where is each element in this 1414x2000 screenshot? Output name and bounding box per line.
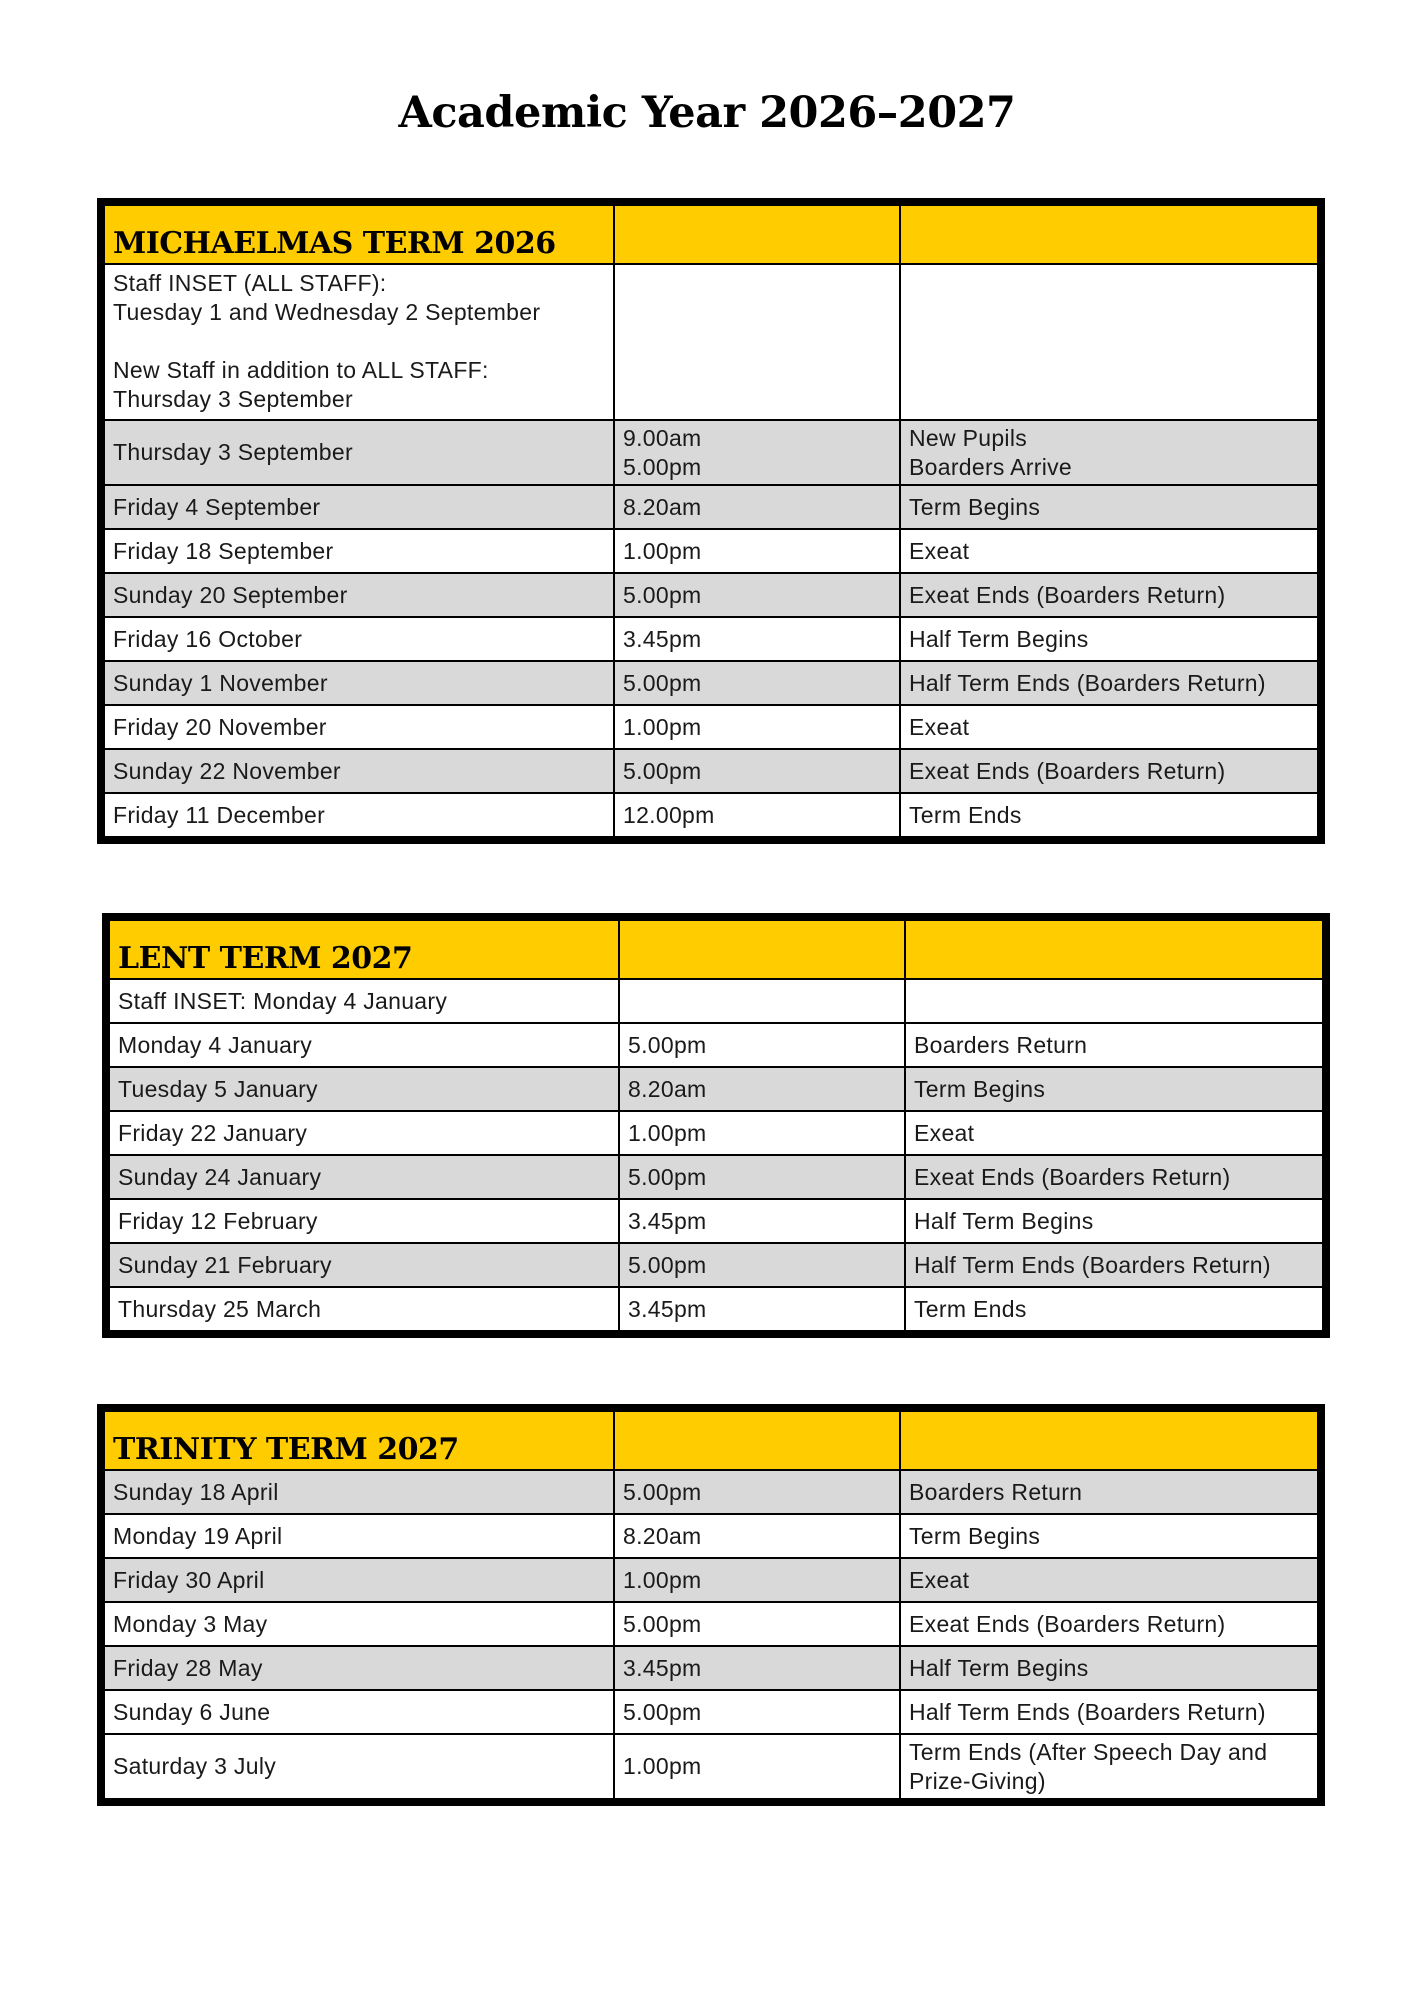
date-cell: Sunday 24 January [109,1155,619,1199]
trinity-term-table [97,1404,1325,1806]
date-cell: Thursday 25 March [109,1287,619,1331]
time-cell: 1.00pm [614,1734,900,1799]
header-empty-cell [900,205,1318,264]
time-cell: 8.20am [619,1067,905,1111]
event-cell: Term Ends [900,793,1318,837]
time-cell: 5.00pm [614,1470,900,1514]
date-cell: Saturday 3 July [104,1734,614,1799]
event-cell [900,420,1318,485]
event-line: Prize-Giving) [909,1767,1046,1794]
event-cell: Exeat [900,529,1318,573]
table-row [109,1287,1323,1331]
header-empty-cell [614,1411,900,1470]
event-cell: Half Term Ends (Boarders Return) [900,661,1318,705]
date-cell: Sunday 20 September [104,573,614,617]
time-line: 9.00am [623,424,702,451]
date-cell: Friday 20 November [104,705,614,749]
date-cell: Friday 30 April [104,1558,614,1602]
time-cell: 5.00pm [614,661,900,705]
event-cell: Exeat Ends (Boarders Return) [900,1602,1318,1646]
term-header-row [109,920,1323,979]
table-row [104,529,1318,573]
event-cell: Exeat [900,1558,1318,1602]
time-cell: 3.45pm [614,1646,900,1690]
table-row [104,661,1318,705]
header-empty-cell [900,1411,1318,1470]
inset-line: Tuesday 1 and Wednesday 2 September [113,299,541,325]
michaelmas-term-table [97,198,1325,844]
table-row [104,1470,1318,1514]
table-row [104,1690,1318,1734]
empty-cell [905,979,1323,1023]
event-cell: Half Term Ends (Boarders Return) [905,1243,1323,1287]
table-row [109,1111,1323,1155]
term-heading-cell [104,205,614,264]
date-cell: Monday 4 January [109,1023,619,1067]
date-cell: Friday 11 December [104,793,614,837]
event-cell: Half Term Ends (Boarders Return) [900,1690,1318,1734]
staff-inset-row [104,264,1318,420]
event-cell: Boarders Return [905,1023,1323,1067]
date-cell: Tuesday 5 January [109,1067,619,1111]
empty-cell [900,264,1318,420]
empty-cell [619,979,905,1023]
table-row [104,749,1318,793]
inset-line: Staff INSET (ALL STAFF): [113,270,387,296]
header-empty-cell [905,920,1323,979]
table-row [109,1067,1323,1111]
time-cell: 12.00pm [614,793,900,837]
event-cell: Half Term Begins [905,1199,1323,1243]
table-row [104,705,1318,749]
time-line: 5.00pm [623,453,702,480]
table-row [104,793,1318,837]
table-row [104,420,1318,485]
lent-term-table [102,913,1330,1338]
date-cell: Friday 18 September [104,529,614,573]
table-row [104,1734,1318,1799]
header-empty-cell [614,205,900,264]
staff-inset-row [109,979,1323,1023]
table-row [104,573,1318,617]
event-line: Term Ends (After Speech Day and [909,1738,1268,1765]
date-cell: Monday 19 April [104,1514,614,1558]
date-cell: Friday 16 October [104,617,614,661]
date-cell: Sunday 21 February [109,1243,619,1287]
term-heading: TRINITY TERM 2027 [113,1432,459,1467]
term-header-row [104,1411,1318,1470]
date-cell: Monday 3 May [104,1602,614,1646]
time-cell: 5.00pm [619,1243,905,1287]
inset-line: Thursday 3 September [113,386,353,412]
table-row [104,617,1318,661]
table-row [109,1199,1323,1243]
term-heading: LENT TERM 2027 [118,941,413,976]
time-cell: 5.00pm [619,1155,905,1199]
table-row [109,1155,1323,1199]
date-cell: Friday 28 May [104,1646,614,1690]
date-cell: Sunday 18 April [104,1470,614,1514]
event-cell: Half Term Begins [900,1646,1318,1690]
event-cell: Exeat [900,705,1318,749]
date-cell: Sunday 1 November [104,661,614,705]
table-row [104,1558,1318,1602]
event-line: New Pupils [909,424,1028,451]
time-cell: 8.20am [614,1514,900,1558]
time-cell: 1.00pm [619,1111,905,1155]
staff-inset-cell: Staff INSET: Monday 4 January [109,979,619,1023]
event-cell: Term Begins [900,1514,1318,1558]
event-cell: Exeat [905,1111,1323,1155]
page-title: Academic Year 2026–2027 [398,88,1016,138]
inset-line: New Staff in addition to ALL STAFF: [113,357,489,383]
event-cell: Exeat Ends (Boarders Return) [905,1155,1323,1199]
event-cell: Term Begins [905,1067,1323,1111]
time-cell: 5.00pm [614,749,900,793]
time-cell: 8.20am [614,485,900,529]
event-cell: Term Begins [900,485,1318,529]
time-cell: 5.00pm [614,573,900,617]
header-empty-cell [619,920,905,979]
staff-inset-cell [104,264,614,420]
time-cell: 3.45pm [619,1287,905,1331]
term-heading-cell [109,920,619,979]
event-cell: Exeat Ends (Boarders Return) [900,573,1318,617]
table-row [104,1514,1318,1558]
event-cell: Exeat Ends (Boarders Return) [900,749,1318,793]
event-cell: Half Term Begins [900,617,1318,661]
time-cell: 1.00pm [614,705,900,749]
event-line: Boarders Arrive [909,453,1073,480]
time-cell: 5.00pm [614,1602,900,1646]
table-row [104,1646,1318,1690]
event-cell: Term Ends [905,1287,1323,1331]
event-cell [900,1734,1318,1799]
term-header-row [104,205,1318,264]
date-cell: Sunday 6 June [104,1690,614,1734]
table-row [109,1243,1323,1287]
time-cell: 5.00pm [619,1023,905,1067]
empty-cell [614,264,900,420]
time-cell: 1.00pm [614,529,900,573]
term-heading: MICHAELMAS TERM 2026 [113,226,556,261]
time-cell: 5.00pm [614,1690,900,1734]
date-cell: Thursday 3 September [104,420,614,485]
time-cell: 3.45pm [619,1199,905,1243]
time-cell: 3.45pm [614,617,900,661]
time-cell: 1.00pm [614,1558,900,1602]
table-row [104,1602,1318,1646]
table-row [109,1023,1323,1067]
date-cell: Friday 22 January [109,1111,619,1155]
term-heading-cell [104,1411,614,1470]
date-cell: Friday 12 February [109,1199,619,1243]
date-cell: Friday 4 September [104,485,614,529]
time-cell [614,420,900,485]
table-row [104,485,1318,529]
date-cell: Sunday 22 November [104,749,614,793]
event-cell: Boarders Return [900,1470,1318,1514]
